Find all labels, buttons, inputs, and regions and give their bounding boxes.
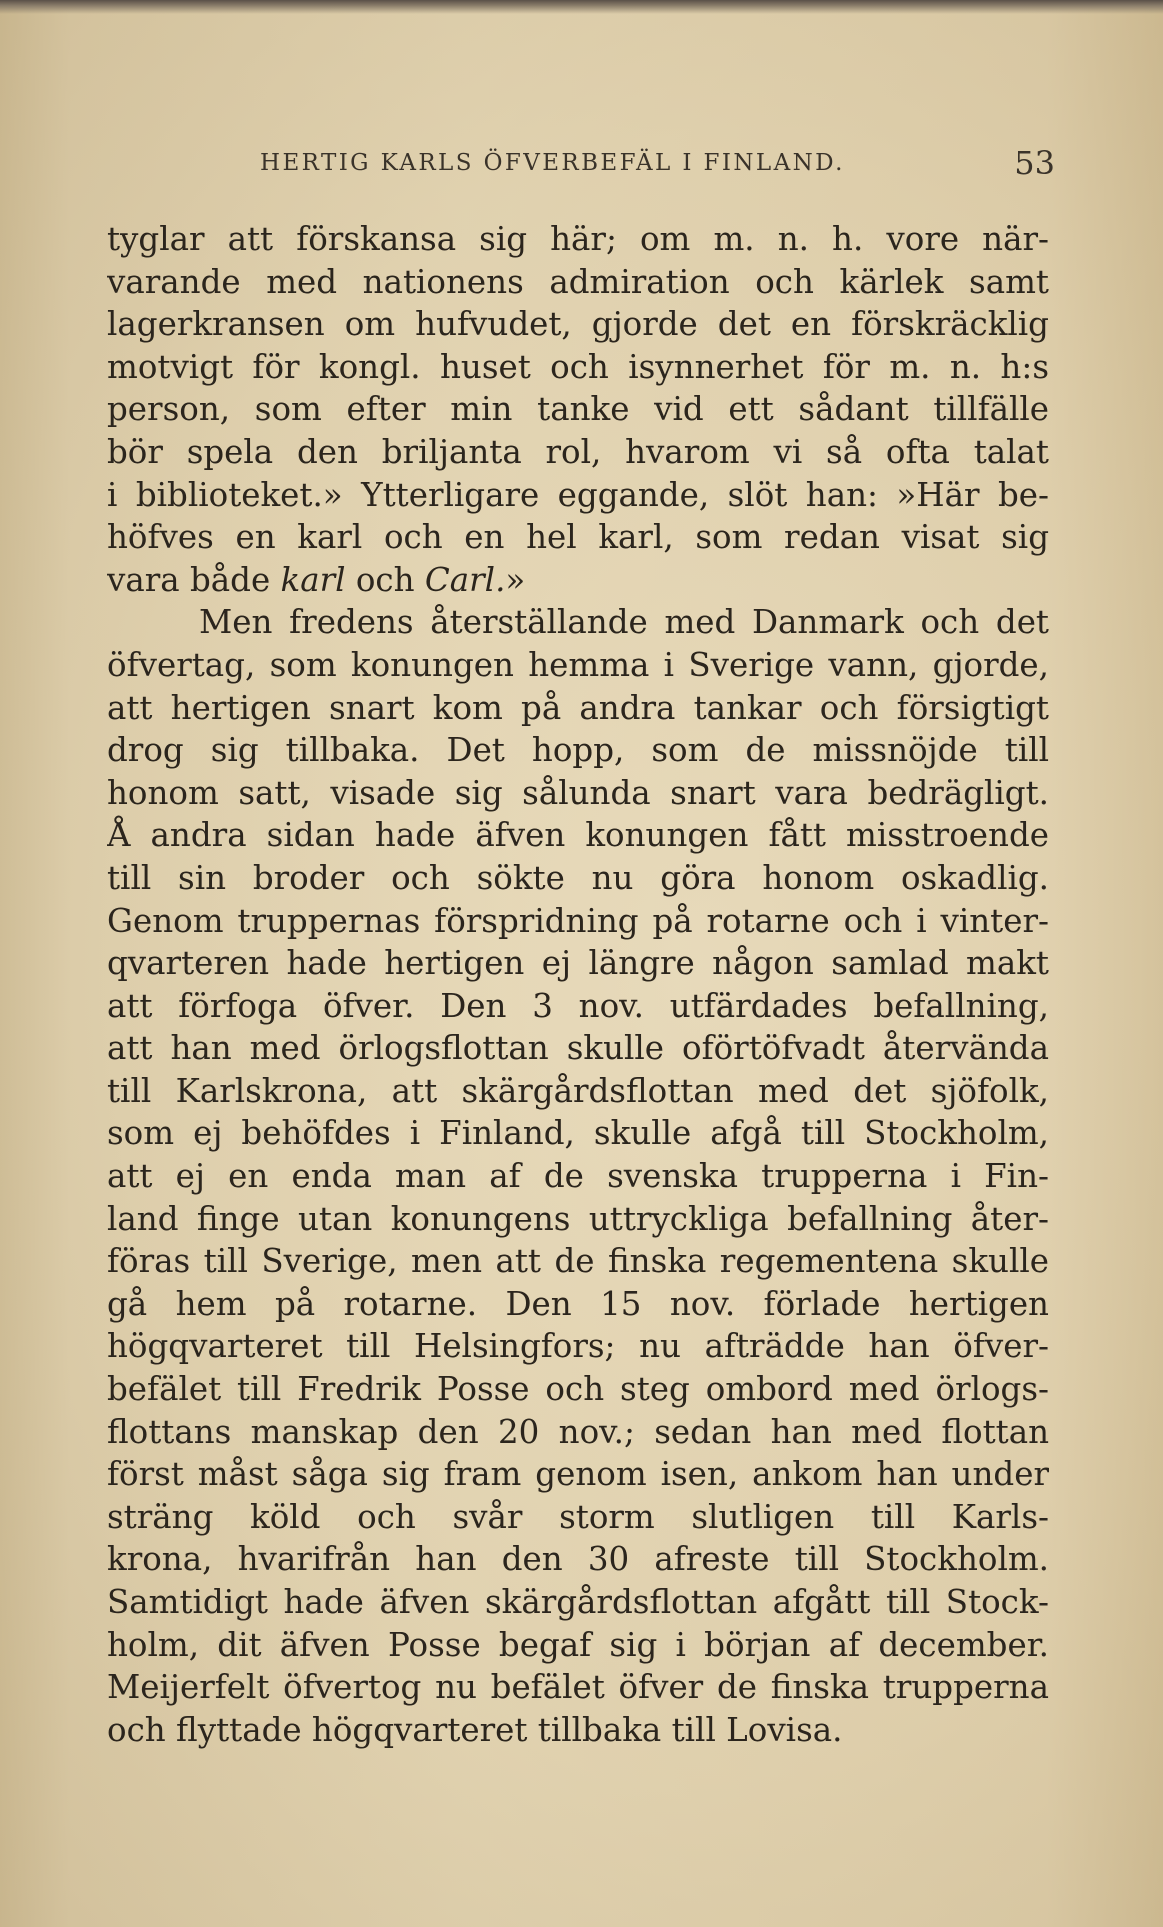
text-line: öfvertag, som konungen hemma i Sverige vann, gjorde, bbox=[107, 645, 1049, 684]
text-line: drog sig tillbaka. Det hopp, som de missnöjde till bbox=[107, 731, 1049, 770]
text-line: lagerkransen om hufvudet, gjorde det en förskräcklig bbox=[107, 305, 1049, 344]
text-line: Å andra sidan hade äfven konungen fått misstroende bbox=[107, 816, 1049, 855]
text-line: land finge utan konungens uttryckliga befallning åter- bbox=[107, 1199, 1049, 1238]
running-title: HERTIG KARLS ÖFVERBEFÄL I FINLAND. bbox=[260, 150, 845, 176]
line-text: vara både bbox=[107, 560, 281, 599]
text-line: att hertigen snart kom på andra tankar och försigtigt bbox=[107, 688, 1049, 727]
body-text bbox=[107, 218, 1049, 1751]
line-text: » bbox=[505, 560, 526, 599]
text-line: bör spela den briljanta rol, hvarom vi så ofta talat bbox=[107, 432, 1049, 471]
text-line: till Karlskrona, att skärgårdsflottan med det sjöfolk, bbox=[107, 1071, 1049, 1110]
italic-word-carl: Carl. bbox=[424, 560, 506, 599]
paragraph-start-line: Men fredens återställande med Danmark och det bbox=[199, 603, 1049, 642]
text-line: Meijerfelt öfvertog nu befälet öfver de finska trupperna bbox=[107, 1668, 1049, 1707]
text-line: holm, dit äfven Posse begaf sig i början af december. bbox=[107, 1625, 1049, 1664]
text-line: först måst såga sig fram genom isen, ankom han under bbox=[107, 1455, 1049, 1494]
text-line: honom satt, visade sig sålunda snart vara bedrägligt. bbox=[107, 773, 1049, 812]
page-header bbox=[260, 144, 1055, 184]
text-line: att han med örlogsflottan skulle oförtöfvadt återvända bbox=[107, 1029, 1049, 1068]
text-line: motvigt för kongl. huset och isynnerhet för m. n. h:s bbox=[107, 347, 1049, 386]
text-line: att förfoga öfver. Den 3 nov. utfärdades befallning, bbox=[107, 986, 1049, 1025]
text-line: som ej behöfdes i Finland, skulle afgå till Stockholm, bbox=[107, 1114, 1049, 1153]
text-line: varande med nationens admiration och kärlek samt bbox=[107, 262, 1049, 301]
text-line: till sin broder och sökte nu göra honom oskadlig. bbox=[107, 858, 1049, 897]
line-text: och bbox=[345, 560, 425, 599]
text-line: tyglar att förskansa sig här; om m. n. h. vore när- bbox=[107, 220, 1049, 258]
text-line: person, som efter min tanke vid ett sådant tillfälle bbox=[107, 390, 1049, 429]
paragraph-end-line bbox=[107, 559, 1049, 602]
text-line: Samtidigt hade äfven skärgårdsflottan afgått till Stock- bbox=[107, 1583, 1049, 1621]
text-line: gå hem på rotarne. Den 15 nov. förlade hertigen bbox=[107, 1284, 1049, 1323]
text-line: högqvarteret till Helsingfors; nu afträdde han öfver- bbox=[107, 1327, 1049, 1366]
text-line: föras till Sverige, men att de finska regementena skulle bbox=[107, 1242, 1049, 1281]
text-line: krona, hvarifrån han den 30 afreste till Stockholm. bbox=[107, 1540, 1049, 1579]
text-line: befälet till Fredrik Posse och steg ombord med örlogs- bbox=[107, 1370, 1049, 1409]
final-line: och flyttade högqvarteret tillbaka till Lovisa. bbox=[107, 1710, 843, 1749]
page-top-edge bbox=[0, 0, 1163, 14]
page-number: 53 bbox=[1014, 144, 1055, 182]
text-line: att ej en enda man af de svenska trupperna i Fin- bbox=[107, 1157, 1049, 1196]
text-line: sträng köld och svår storm slutligen till Karls- bbox=[107, 1497, 1049, 1536]
text-line: höfves en karl och en hel karl, som redan visat sig bbox=[107, 518, 1049, 557]
text-line: Genom truppernas förspridning på rotarne och i vinter- bbox=[107, 901, 1049, 940]
italic-word-karl: karl bbox=[280, 560, 346, 599]
text-line: qvarteren hade hertigen ej längre någon samlad makt bbox=[107, 944, 1049, 983]
text-line: i biblioteket.» Ytterligare eggande, slöt han: »Här be- bbox=[107, 475, 1049, 514]
text-line: flottans manskap den 20 nov.; sedan han med flottan bbox=[107, 1412, 1049, 1451]
